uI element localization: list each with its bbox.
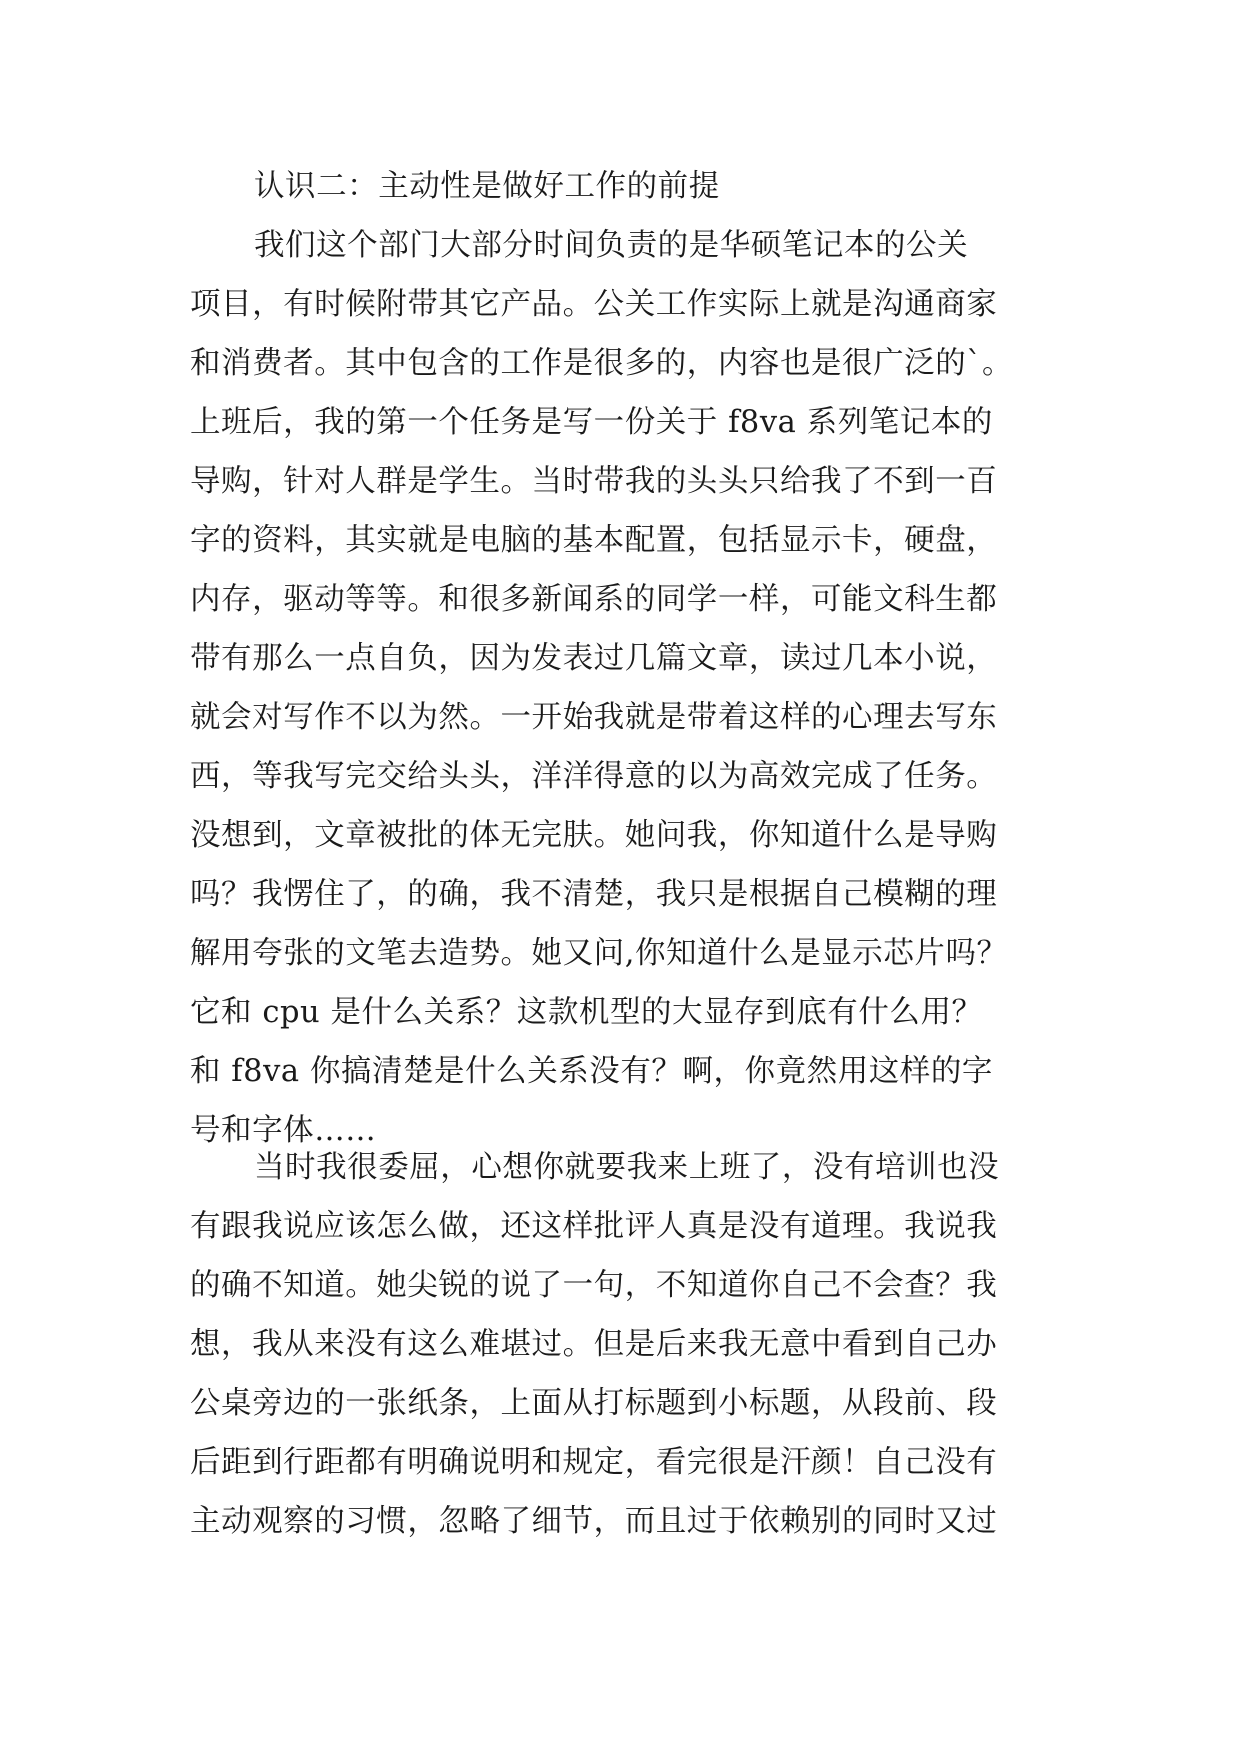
paragraph-line: 就会对写作不以为然。一开始我就是带着这样的心理去写东	[190, 700, 998, 735]
paragraph-line: 西，等我写完交给头头，洋洋得意的以为高效完成了任务。	[190, 759, 998, 794]
section-heading: 认识二：主动性是做好工作的前提	[254, 169, 720, 204]
paragraph-line: 想，我从来没有这么难堪过。但是后来我无意中看到自己办	[190, 1327, 998, 1362]
paragraph-line: 吗？我愣住了，的确，我不清楚，我只是根据自己模糊的理	[190, 877, 998, 912]
paragraph-line: 和 f8va 你搞清楚是什么关系没有？啊，你竟然用这样的字	[190, 1054, 993, 1089]
paragraph-line: 解用夸张的文笔去造势。她又问,你知道什么是显示芯片吗？	[190, 936, 1008, 971]
paragraph-line: 我们这个部门大部分时间负责的是华硕笔记本的公关	[254, 228, 969, 263]
paragraph-line: 号和字体……	[190, 1113, 377, 1148]
paragraph-line: 公桌旁边的一张纸条，上面从打标题到小标题，从段前、段	[190, 1386, 998, 1421]
paragraph-line: 它和 cpu 是什么关系？这款机型的大显存到底有什么用？	[190, 995, 983, 1030]
paragraph-line: 没想到，文章被批的体无完肤。她问我，你知道什么是导购	[190, 818, 998, 853]
paragraph-line: 上班后，我的第一个任务是写一份关于 f8va 系列笔记本的	[190, 405, 993, 440]
paragraph-line: 内存，驱动等等。和很多新闻系的同学一样，可能文科生都	[190, 582, 998, 617]
paragraph-line: 后距到行距都有明确说明和规定，看完很是汗颜！自己没有	[190, 1445, 998, 1480]
paragraph-block-2	[190, 1138, 1050, 1551]
paragraph-line: 导购，针对人群是学生。当时带我的头头只给我了不到一百	[190, 464, 998, 499]
paragraph-line: 的确不知道。她尖锐的说了一句，不知道你自己不会查？我	[190, 1268, 998, 1303]
paragraph-line: 和消费者。其中包含的工作是很多的，内容也是很广泛的`。	[190, 346, 1014, 381]
paragraph-line: 带有那么一点自负，因为发表过几篇文章，读过几本小说，	[190, 641, 998, 676]
paragraph-block-1	[190, 157, 1050, 1160]
paragraph-line: 主动观察的习惯，忽略了细节，而且过于依赖别的同时又过	[190, 1504, 998, 1539]
paragraph-line: 项目，有时候附带其它产品。公关工作实际上就是沟通商家	[190, 287, 998, 322]
paragraph-line: 字的资料，其实就是电脑的基本配置，包括显示卡，硬盘，	[190, 523, 998, 558]
paragraph-line: 有跟我说应该怎么做，还这样批评人真是没有道理。我说我	[190, 1209, 998, 1244]
paragraph-line: 当时我很委屈，心想你就要我来上班了，没有培训也没	[254, 1150, 1000, 1185]
